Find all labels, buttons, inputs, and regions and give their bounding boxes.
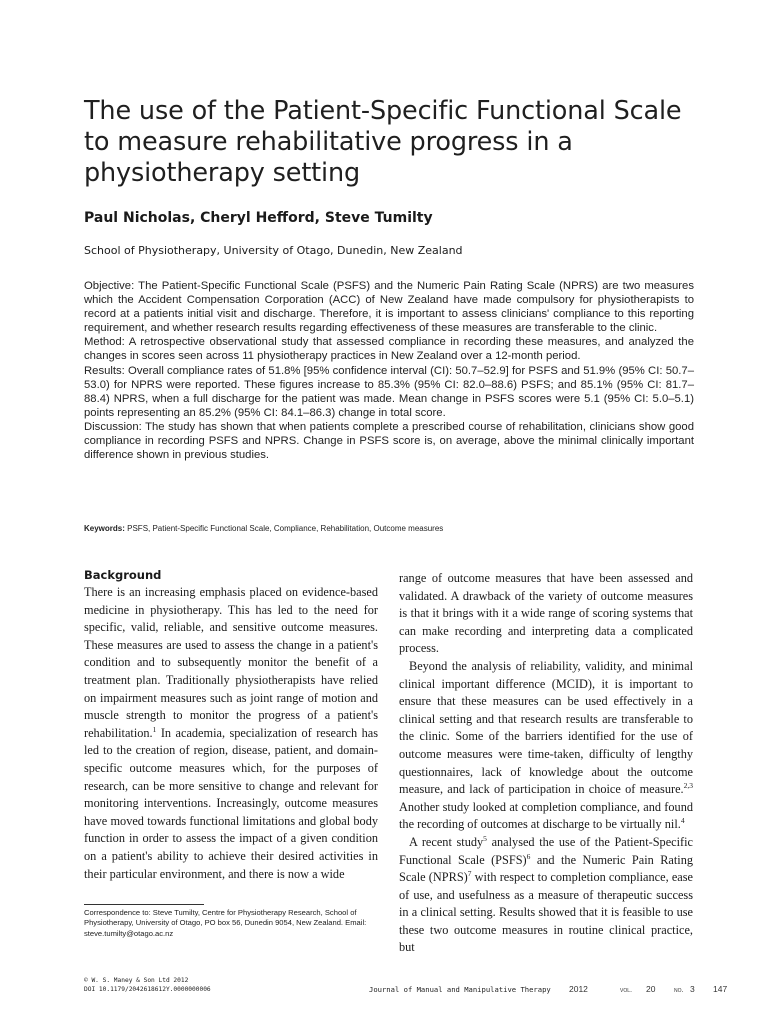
citation-ref: 2,3 (683, 781, 693, 791)
issue-label: no. (674, 985, 684, 994)
discussion-text: The study has shown that when patients complete a prescribed course of rehabilitation, clinicians show good compliance in recording PSFS and NPRS. Change in PSFS score is, on average, above the minimal clinically important difference shown in previous studies. (84, 420, 694, 462)
background-text-b: In academia, specialization of research has led to the creation of region, disease, patient, and domain-specific outcome measures which, for the purposes of research, can be more sensitive to change and relevant for monitoring interventions. Increasingly, outcome measures have moved towards functional limitations and global body function in order to assess the impact of a given condition on a patient's ability to achieve their desired activities in their particular environment, and there is now a wide (84, 725, 378, 881)
left-column (84, 566, 378, 883)
abstract (84, 279, 694, 462)
citation-ref: 1 (152, 724, 157, 734)
objective-text: The Patient-Specific Functional Scale (PSFS) and the Numeric Pain Rating Scale (NPRS) are two measures which the Accident Compensation Corporation (ACC) of New Zealand have made compulsory for physiotherapists to record at a patients initial visit and discharge. Therefore, it is important to assess clinicians' compliance to this reporting requirement, and whether research results regarding effectiveness of these measures are transferable to the clinic. (84, 280, 694, 335)
right-p3-text-d: with respect to completion compliance, ease of use, and usefulness as a measure of therapeutic success in a clinical setting. Results showed that it is feasible to use these two outcome measures in routine clinical practice, but (399, 870, 693, 955)
affiliation: School of Physiotherapy, University of Otago, Dunedin, New Zealand (84, 244, 463, 257)
right-column (399, 570, 693, 957)
volume-label: vol. (620, 985, 633, 994)
right-paragraph-3 (399, 834, 693, 957)
issue-number: 3 (690, 984, 695, 994)
correspondence-footnote: Correspondence to: Steve Tumilty, Centre for Physiotherapy Research, School of Physiotherapy, University of Otago, PO box 56, Dunedin 9054, New Zealand. Email: steve.tumilty@otago.ac.nz (84, 908, 367, 938)
citation-ref: 4 (680, 816, 685, 826)
abstract-discussion (84, 420, 694, 462)
copyright-line: © W. S. Maney & Son Ltd 2012 (84, 977, 189, 984)
right-p2-text-b: Another study looked at completion compliance, and found the recording of outcomes at discharge to be virtually nil. (399, 799, 693, 832)
right-p3-text-c: and the Numeric Pain Rating Scale (NPRS) (399, 852, 693, 885)
section-heading-background: Background (84, 568, 162, 582)
citation-ref: 7 (467, 869, 472, 878)
background-paragraph (84, 584, 378, 883)
abstract-method (84, 335, 694, 363)
objective-label: Objective: (84, 280, 135, 292)
abstract-objective (84, 279, 694, 335)
article-title: The use of the Patient-Specific Functional Scale to measure rehabilitative progress in a physiotherapy setting (84, 96, 682, 188)
doi-line: DOI 10.1179/2042618612Y.0000000006 (84, 985, 211, 993)
method-text: A retrospective observational study that assessed compliance in recording these measures, and analyzed the changes in scores seen across 11 physiotherapy practices in New Zealand over a 12-month period. (84, 336, 694, 363)
author-list: Paul Nicholas, Cheryl Hefford, Steve Tumilty (84, 210, 433, 226)
right-paragraph-2 (399, 658, 693, 834)
journal-name: Journal of Manual and Manipulative Therapy (369, 985, 551, 994)
results-text: Overall compliance rates of 51.8% [95% confidence interval (CI): 50.7–52.9] for PSFS and 51.9% (95% CI: 50.7–53.0) for NPRS were reported. These figures increase to 85.3% (95% CI: 82.0–88.6) PSFS; and 85.1% (95% CI: 81.7–88.4) NPRS, when a full discharge for the patient was made. Mean change in PSFS scores were 5.1 (95% CI: 5.0–5.1) points representing an 85.2% (95% CI: 84.1–86.3) change in total score. (84, 364, 694, 419)
citation-ref: 6 (526, 851, 531, 861)
keywords-text: PSFS, Patient-Specific Functional Scale, Compliance, Rehabilitation, Outcome measures (124, 524, 444, 533)
right-p3-text-a: A recent study (409, 834, 484, 849)
background-text-a: There is an increasing emphasis placed on evidence-based medicine in physiotherapy. This has led to the need for specific, valid, reliable, and sensitive outcome measures. These measures are used to assess the change in a patient's condition and to subsequently monitor the benefit of a treatment plan. Traditionally physiotherapists have relied on impairment measures such as joint range of motion and muscle strength to monitor the progress of a patient's rehabilitation. (84, 585, 378, 740)
volume-number: 20 (646, 984, 656, 994)
right-p3-text-b: analysed the use of the Patient-Specific Functional Scale (PSFS) (399, 834, 694, 867)
keywords-label: Keywords: (84, 524, 125, 533)
footnote-divider (84, 904, 204, 905)
abstract-results (84, 364, 694, 420)
results-label: Results: (84, 364, 125, 377)
publisher-info (84, 977, 211, 994)
journal-year: 2012 (569, 984, 588, 994)
discussion-label: Discussion: (84, 420, 142, 433)
citation-ref: 5 (483, 833, 487, 843)
right-paragraph-1: range of outcome measures that have been assessed and validated. A drawback of the variety of outcome measures is that it brings with it a wide range of scoring systems that can make recording and interpreting data a complicated process. (399, 571, 693, 656)
method-label: Method: (84, 336, 125, 349)
keywords (84, 524, 704, 533)
page-number: 147 (713, 984, 728, 994)
right-p2-text-a: Beyond the analysis of reliability, validity, and minimal clinical important difference (MCID), it is important to ensure that these measures can be used effectively in a clinical setting and that research results are transferable to the clinic. Some of the barriers identified for the use of outcome measures were time-taken, difficulty of lengthy questionnaires, lack of knowledge about the outcome measure, and lack of participation in choice of measure. (399, 658, 693, 797)
